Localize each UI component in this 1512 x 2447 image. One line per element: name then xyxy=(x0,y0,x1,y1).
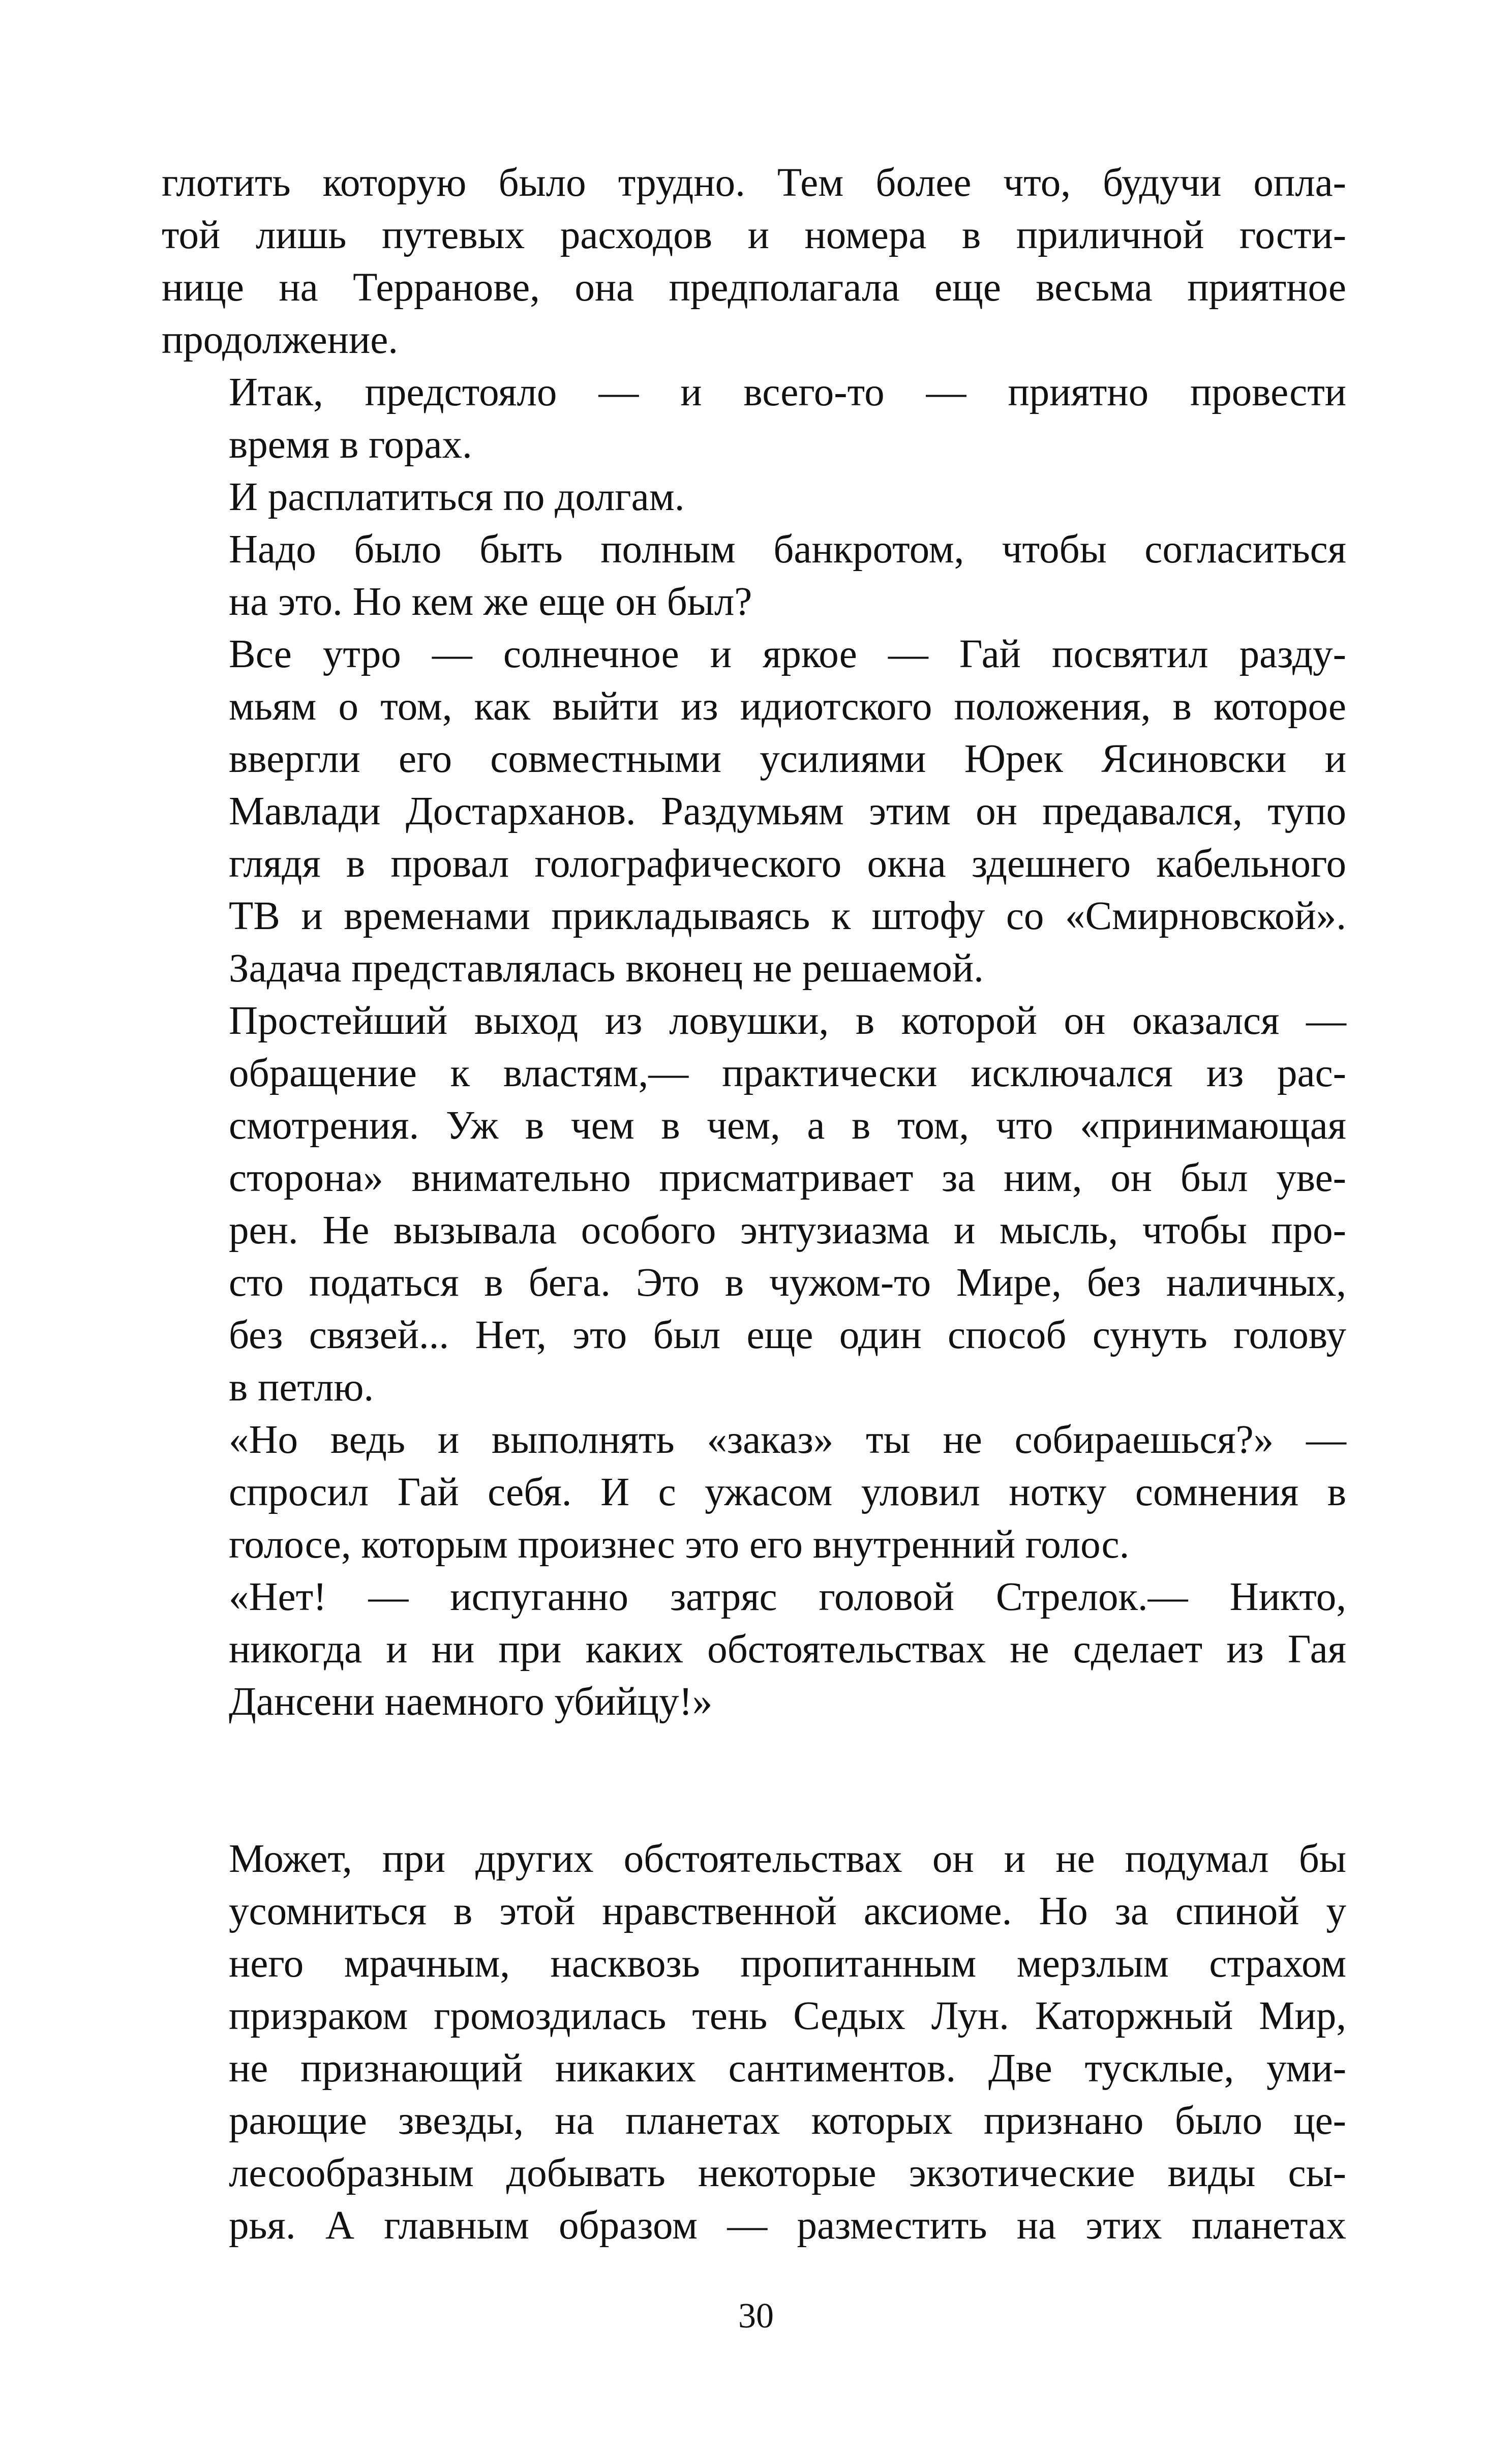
text-line: на это. Но кем же еще он был? xyxy=(229,580,752,624)
section-break xyxy=(162,1728,1346,1833)
text-line: спросил Гай себя. И с ужасом уловил нотку сомнения в xyxy=(229,1470,1346,1514)
text-line: рающие звезды, на планетах которых признано было це- xyxy=(229,2099,1346,2143)
text-line: Дансени наемного убийцу!» xyxy=(229,1680,713,1724)
paragraph-5 xyxy=(162,628,1346,995)
text-line: Мавлади Достарханов. Раздумьям этим он предавался, тупо xyxy=(229,789,1346,833)
text-line: голосе, которым произнес это его внутренний голос. xyxy=(229,1523,1130,1567)
text-line: никогда и ни при каких обстоятельствах не сделает из Гая xyxy=(229,1627,1346,1672)
text-line: сторона» внимательно присматривает за ним, он был уве- xyxy=(229,1156,1346,1200)
text-line: Итак, предстояло — и всего-то — приятно провести xyxy=(229,370,1346,414)
text-line: мьям о том, как выйти из идиотского положения, в которое xyxy=(229,684,1346,729)
text-line: Задача представлялась вконец не решаемой. xyxy=(229,946,984,991)
text-line: «Но ведь и выполнять «заказ» ты не собираешься?» — xyxy=(229,1418,1346,1462)
page-number: 30 xyxy=(738,2296,774,2336)
text-line: той лишь путевых расходов и номера в приличной гости- xyxy=(162,213,1346,257)
text-line: Надо было быть полным банкротом, чтобы согласиться xyxy=(229,527,1346,572)
text-line: рья. А главным образом — разместить на этих планетах xyxy=(229,2203,1346,2248)
paragraph-9 xyxy=(162,1833,1346,2252)
text-line: рен. Не вызывала особого энтузиазма и мысль, чтобы про- xyxy=(229,1208,1346,1252)
text-line: ввергли его совместными усилиями Юрек Ясиновски и xyxy=(229,737,1346,781)
paragraph-7 xyxy=(162,1414,1346,1571)
text-line: «Нет! — испуганно затряс головой Стрелок.— Никто, xyxy=(229,1575,1346,1619)
text-line: усомниться в этой нравственной аксиоме. Но за спиной у xyxy=(229,1889,1346,1933)
text-line: глядя в провал голографического окна здешнего кабельного xyxy=(229,842,1346,886)
text-line: смотрения. Уж в чем в чем, а в том, что «принимающая xyxy=(229,1103,1346,1148)
text-line: сто податься в бега. Это в чужом-то Мире, без наличных, xyxy=(229,1261,1346,1305)
text-line: Простейший выход из ловушки, в которой он оказался — xyxy=(229,999,1346,1043)
text-line: продолжение. xyxy=(162,318,399,362)
text-line: обращение к властям,— практически исключался из рас- xyxy=(229,1051,1346,1095)
text-line: без связей... Нет, это был еще один способ сунуть голову xyxy=(229,1313,1346,1357)
paragraph-4 xyxy=(162,523,1346,628)
text-line: не признающий никаких сантиментов. Две тусклые, уми- xyxy=(229,2046,1346,2091)
text-line: глотить которую было трудно. Тем более что, будучи опла- xyxy=(162,161,1346,205)
paragraph-3 xyxy=(162,471,1346,523)
paragraph-2 xyxy=(162,366,1346,471)
text-line: него мрачным, насквозь пропитанным мерзлым страхом xyxy=(229,1942,1346,1986)
text-line: ТВ и временами прикладываясь к штофу со «Смирновской». xyxy=(229,894,1346,938)
text-line: в петлю. xyxy=(229,1365,374,1410)
paragraph-1 xyxy=(162,157,1346,366)
paragraph-6 xyxy=(162,995,1346,1414)
text-line: нице на Терранове, она предполагала еще весьма приятное xyxy=(162,265,1346,310)
book-page-text xyxy=(162,157,1346,2252)
text-line: Может, при других обстоятельствах он и не подумал бы xyxy=(229,1837,1346,1881)
text-line: призраком громоздилась тень Седых Лун. Каторжный Мир, xyxy=(229,1994,1346,2038)
paragraph-8 xyxy=(162,1571,1346,1728)
text-line: время в горах. xyxy=(229,423,472,467)
text-line: Все утро — солнечное и яркое — Гай посвятил разду- xyxy=(229,632,1346,676)
text-line: лесообразным добывать некоторые экзотические виды сы- xyxy=(229,2151,1346,2195)
text-line: И расплатиться по долгам. xyxy=(229,475,685,519)
